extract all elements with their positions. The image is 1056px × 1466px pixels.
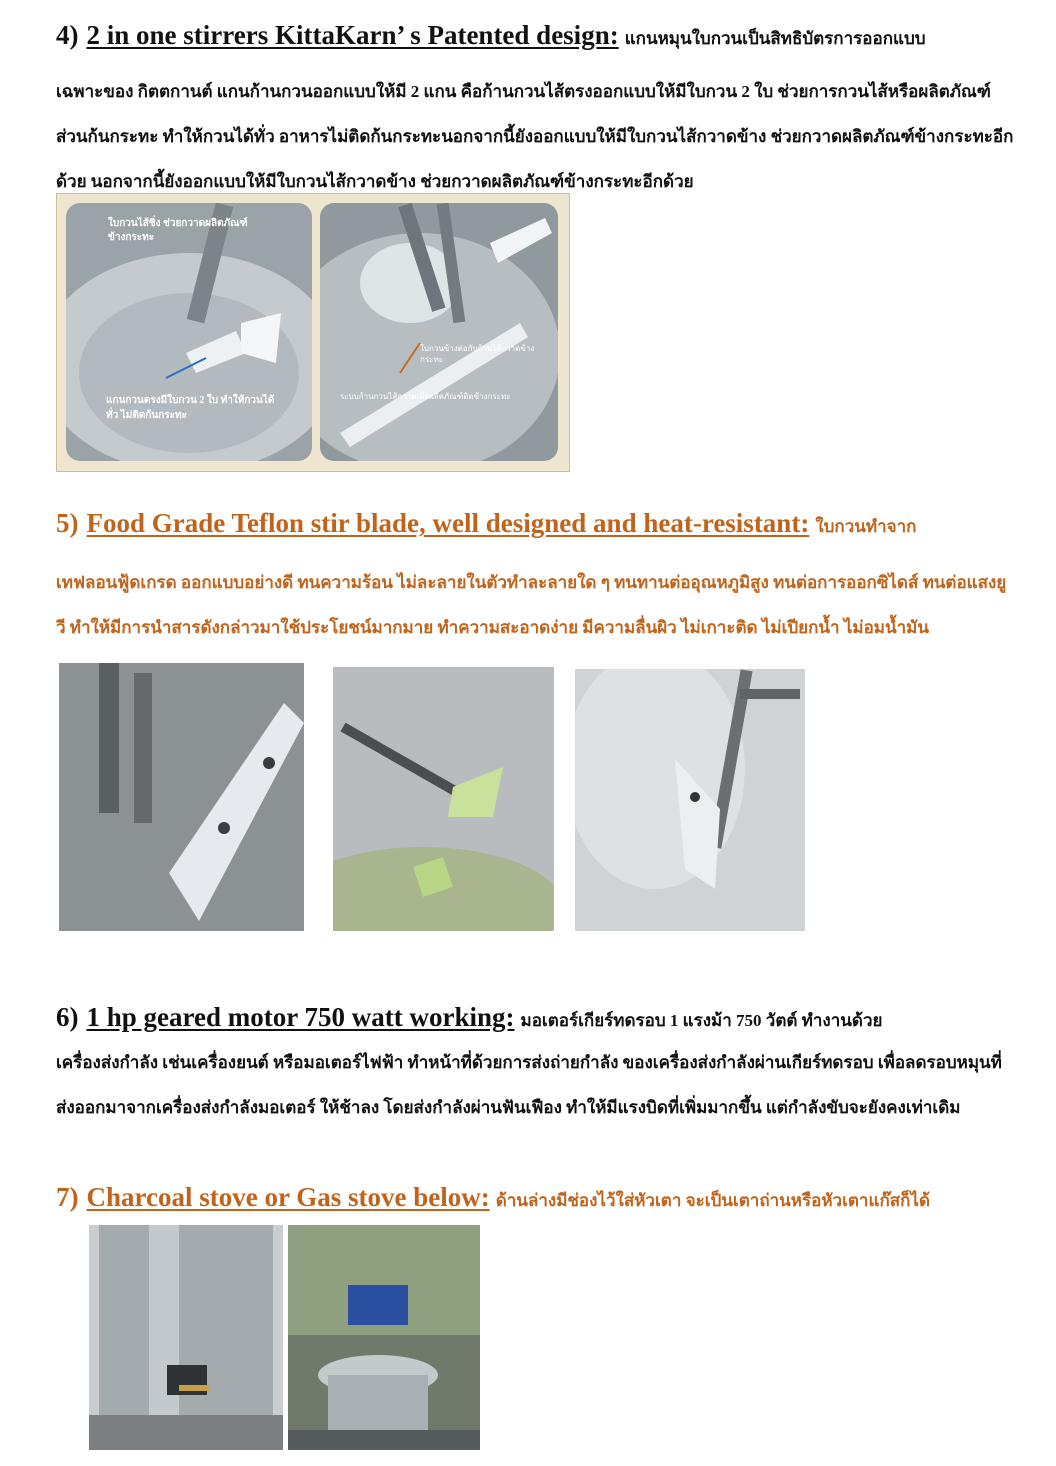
photo-label: ใบกวนไส้ชิ่ง ช่วยกวาดผลิตภัณฑ์ข้างกระทะ <box>108 218 248 243</box>
body-line: เครื่องส่งกำลัง เช่นเครื่องยนต์ หรือมอเตอร์ไฟฟ้า ทำหน้าที่ด้วยการส่งถ่ายกำลัง ของเครื่องส่งกำลังผ่านเกียร์ทดรอบ เพื่อลดรอบหมุนที่ <box>56 1053 1002 1072</box>
section-7 <box>56 1180 1026 1218</box>
photo-label: ใบกวนข้างต่อกับก้านไส้กวาดข้างกระทะ <box>420 344 535 364</box>
section-6-body <box>56 1040 1026 1130</box>
section-4-body <box>56 69 1026 204</box>
section-7-lead: ด้านล่างมีช่องไว้ใส่หัวเตา จะเป็นเตาถ่านหรือหัวเตาแก๊สก็ได้ <box>495 1191 930 1210</box>
section-6-title: 1 hp geared motor 750 watt working: <box>86 1002 515 1032</box>
section-5 <box>56 506 1026 650</box>
stove-photo-1 <box>89 1225 283 1450</box>
section-5-body <box>56 560 1026 650</box>
stirrer-design-figure <box>56 193 570 472</box>
body-line: เทฟลอนฟู้ดเกรด ออกแบบอย่างดี ทนความร้อน ไม่ละลายในตัวทำละลายใด ๆ ทนทานต่ออุณหภูมิสูง ทนต่อการออกซิไดส์ ทนต่อแสงยู <box>56 573 1007 592</box>
section-4-lead: แกนหมุนใบกวนเป็นสิทธิบัตรการออกแบบ <box>624 29 926 48</box>
section-5-lead: ใบกวนทำจาก <box>815 517 917 536</box>
section-4-title: 2 in one stirrers KittaKarn’ s Patented design: <box>86 20 619 50</box>
teflon-blade-photo-3 <box>575 669 805 931</box>
body-line: ส่วนก้นกระทะ ทำให้กวนได้ทั่ว อาหารไม่ติดก้นกระทะนอกจากนี้ยังออกแบบให้มีใบกวนไส้กวาดข้าง ช่วยกวาดผลิตภัณฑ์ข้างกระทะอีก <box>56 127 1014 146</box>
section-4-number: 4) <box>56 20 79 50</box>
section-5-heading <box>56 506 1026 544</box>
section-4 <box>56 18 1026 204</box>
stove-photo-2 <box>288 1225 480 1450</box>
section-7-number: 7) <box>56 1182 79 1212</box>
body-line: ส่งออกมาจากเครื่องส่งกำลังมอเตอร์ ให้ช้าลง โดยส่งกำลังผ่านฟันเฟือง ทำให้มีแรงบิดที่เพิ่มมากขึ้น แต่กำลังขับจะยังคงเท่าเดิม <box>56 1098 961 1117</box>
stirrer-photo-left <box>66 203 312 461</box>
section-6 <box>56 1000 1026 1130</box>
photo-label: ระบบก้านกวนไส้กวาดเพื่อผลิตภัณฑ์ติดข้างกระทะ <box>340 392 511 401</box>
section-7-title: Charcoal stove or Gas stove below: <box>86 1182 490 1212</box>
photo-label: แกนกวนตรงมีใบกวน 2 ใบ ทำให้กวนได้ทั่ว ไม่ติดก้นกระทะ <box>106 395 275 421</box>
teflon-blade-photo-2 <box>333 667 554 931</box>
section-5-number: 5) <box>56 508 79 538</box>
section-6-lead: มอเตอร์เกียร์ทดรอบ 1 แรงม้า 750 วัตต์ ทำงานด้วย <box>520 1011 883 1030</box>
section-4-heading <box>56 18 1026 56</box>
section-6-number: 6) <box>56 1002 79 1032</box>
body-line: เฉพาะของ กิตตกานต์ แกนก้านกวนออกแบบให้มี 2 แกน คือก้านกวนไส้ตรงออกแบบให้มีใบกวน 2 ใบ ช่วยการกวนไส้หรือผลิตภัณฑ์ <box>56 82 991 101</box>
teflon-blade-photo-1 <box>59 663 304 931</box>
body-line: ด้วย นอกจากนี้ยังออกแบบให้มีใบกวนไส้กวาดข้าง ช่วยกวาดผลิตภัณฑ์ข้างกระทะอีกด้วย <box>56 172 694 191</box>
section-6-heading <box>56 1000 1026 1038</box>
section-5-title: Food Grade Teflon stir blade, well designed and heat-resistant: <box>86 508 810 538</box>
stirrer-photo-right <box>320 203 558 461</box>
body-line: วี ทำให้มีการนำสารดังกล่าวมาใช้ประโยชน์มากมาย ทำความสะอาดง่าย มีความลื่นผิว ไม่เกาะติด ไม่เปียกน้ำ ไม่อมน้ำมัน <box>56 618 930 637</box>
section-7-heading <box>56 1180 1026 1218</box>
